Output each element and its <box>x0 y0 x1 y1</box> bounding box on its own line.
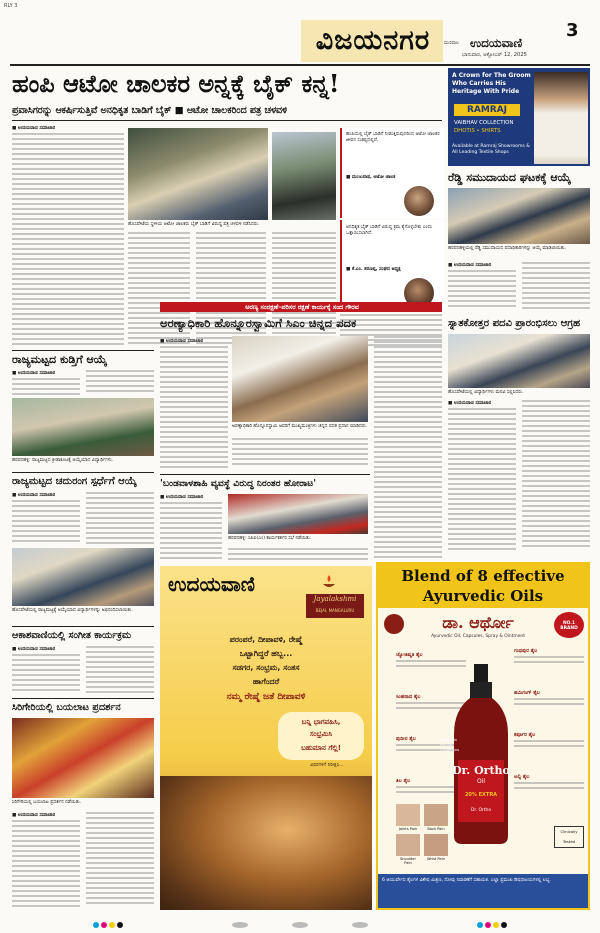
lead-photo-caption: ಹೊಸಪೇಟೆಯ ಸ್ಥಳೀಯ ಆಟೋ ಚಾಲಕರು ಬೈಕ್ ಬಾಡಿಗೆ ವಿರುದ್ಧ ಪತ್ರ ಚಳವಳಿ ನಡೆಸಿದರು. <box>128 222 260 227</box>
diya-icon <box>322 574 336 590</box>
left-story2-headline: ರಾಜ್ಯಮಟ್ಟದ ಚದುರಂಗ ಸ್ಪರ್ಧೆಗೆ ಆಯ್ಕೆ <box>12 476 137 487</box>
dr-ortho-oil-right-4-desc <box>514 782 584 794</box>
right-story1-byline: ■ ಉದಯವಾಣಿ ಸಮಾಚಾರ <box>448 263 492 268</box>
dr-ortho-ad[interactable] <box>376 562 590 910</box>
dr-ortho-oil-left-4: ತಿಲ ತೈಲ <box>396 778 411 784</box>
left-story3-byline: ■ ಉದಯವಾಣಿ ಸಮಾಚಾರ <box>12 647 56 652</box>
ramraj-products: DHOTIS • SHIRTS <box>454 128 501 134</box>
right-story1-body-b <box>522 262 590 310</box>
paper-name: ಉದಯವಾಣಿ <box>470 36 523 50</box>
center-story2-photo <box>228 494 368 534</box>
deepavali-footer: ವಿವರಗಳಿಗೆ ನಿರೀಕ್ಷಿಸಿ... <box>310 763 344 768</box>
center-story-headline: ಅರಣ್ಯಾಧಿಕಾರಿ ಹೊನ್ನೂರಸ್ವಾಮಿಗೆ ಸಿಎಂ ಚಿನ್ನದ ಪದಕ <box>160 316 357 330</box>
left-story4-body-a <box>12 820 80 908</box>
left-story4-caption: ಸಿರಿಗೇರಿಯಲ್ಲಿ ಬಯಲಾಟ ಪ್ರದರ್ಶನ ನಡೆಯಿತು. <box>12 800 82 805</box>
paper-small: ಮಣಿಪಾಲ <box>444 41 459 46</box>
dr-ortho-product-line: Ayurvedic Oil, Capsules, Spray & Ointment <box>431 634 525 639</box>
center-story-photo <box>232 336 368 422</box>
dr-ortho-oil-right-2: ಹಮಿಗಂಗ್ ತೈಲ <box>514 690 540 696</box>
dr-ortho-clinically: Clinically Tested <box>554 826 584 848</box>
deepavali-line3: ಸಡಗರ, ಸಂಭ್ರಮ, ಸಂತಸ <box>232 663 300 672</box>
lead-body-col1 <box>12 133 124 347</box>
dr-ortho-pain-2-label: Back Pain <box>427 827 445 831</box>
dr-ortho-bottle-sub: Oil <box>476 778 486 785</box>
dr-ortho-oil-left-2: ಸಿಂಹನಾದ ತೈಲ <box>396 694 421 700</box>
ramraj-availability: Available at Ramraj Showrooms & All Leading Textile Shops <box>452 144 530 155</box>
lead-pullquote-1: ಹಂಪಿಯಲ್ಲಿ ಬೈಕ್ ಬಾಡಿಗೆ ನೀಡುತ್ತಿರುವುದರಿಂದ ಆಟೋ ಚಾಲಕರ ಜೀವನ ಸಂಕಷ್ಟದಲ್ಲಿದೆ. <box>346 132 440 143</box>
dr-ortho-bottle-extra: 20% EXTRA <box>464 792 498 798</box>
page-number: 3 <box>566 20 579 41</box>
dr-ortho-oil-left-1: ಜ್ಯೋತಿಷ್ಮತಿ ತೈಲ <box>396 652 423 658</box>
deepavali-line4: ಹಾಗೆಂದರೆ <box>252 677 280 686</box>
left-story1-body-b <box>86 370 154 396</box>
ramraj-model-photo <box>534 72 588 164</box>
dr-ortho-badge-text: NO.1 BRAND <box>560 621 578 631</box>
date-line: ಭಾನುವಾರ, ಅಕ್ಟೋಬರ್ 12, 2025 <box>462 52 527 58</box>
center-story2-caption: ಹರಪನಹಳ್ಳಿ: ಸಿಪಿಐ(ಎಂ) ಕಾರ್ಯಕರ್ತರ ಸಭೆ ನಡೆಯಿತು. <box>228 536 312 541</box>
left-story2-body-a <box>12 500 80 546</box>
left-story1-headline: ರಾಜ್ಯಮಟ್ಟದ ಕುಡ್ತಿಗೆ ಆಯ್ಕೆ <box>12 353 108 366</box>
ramraj-tagline: A Crown for The Groom Who Carries His Heritage With Pride <box>452 72 531 95</box>
dr-ortho-oil-right-4: ಅಲ್ಸಿ ತೈಲ <box>514 774 530 780</box>
right-story2-headline: ಸ್ನಾತಕೋತ್ತರ ಪದವಿ ಪ್ರಾರಂಭಿಸಲು ಆಗ್ರಹ <box>448 318 581 329</box>
dr-ortho-bottle-label: Dr. Ortho <box>452 764 510 777</box>
right-story1-photo <box>448 188 590 244</box>
left-story2-photo <box>12 548 154 606</box>
left-col-rule-2 <box>12 472 154 473</box>
deepavali-line1: ಪರಂಪರೆ, ದೀಪಾವಳಿ, ರೇಷ್ಮೆ <box>229 635 303 644</box>
left-story4-byline: ■ ಉದಯವಾಣಿ ಸಮಾಚಾರ <box>12 813 56 818</box>
center-story2-byline: ■ ಉದಯವಾಣಿ ಸಮಾಚಾರ <box>160 495 204 500</box>
deepavali-offer1: ಬನ್ನಿ ಭಾಗವಹಿಸಿ, <box>301 718 341 726</box>
deepavali-ad-brand: ಉದಯವಾಣಿ <box>168 572 255 596</box>
deepavali-offer3: ಬಹುಮಾನ ಗೆಲ್ಲಿ! <box>301 744 341 752</box>
dr-ortho-pain-3 <box>396 834 420 856</box>
lead-pullquote-1-by: ■ ಮಂಜುನಾಥ, ಆಟೋ ಚಾಲಕ <box>346 175 396 180</box>
left-story4-photo <box>12 718 154 798</box>
left-col-rule-1 <box>12 350 154 351</box>
right-story1-caption: ಹರಪನಹಳ್ಳಿಯಲ್ಲಿ ರೆಡ್ಡಿ ಸಮುದಾಯದ ಪದಾಧಿಕಾರಿಗಳನ್ನು ಆಯ್ಕೆ ಮಾಡಲಾಯಿತು. <box>448 246 567 251</box>
dr-ortho-oil-right-3: ಕರ್ಪೂರ ತೈಲ <box>514 732 536 738</box>
lead-photo-2 <box>272 132 336 220</box>
dr-ortho-oil-left-3: ಪುದೀನ ತೈಲ <box>396 736 416 742</box>
left-story4-headline: ಸಿರಿಗೇರಿಯಲ್ಲಿ ಬಯಲಾಟ ಪ್ರದರ್ಶನ <box>12 702 121 713</box>
center-story-byline: ■ ಉದಯವಾಣಿ ಸಮಾಚಾರ <box>160 339 204 344</box>
dr-ortho-oil-right-1-desc <box>514 656 584 668</box>
lead-byline: ■ ಉದಯವಾಣಿ ಸಮಾಚಾರ <box>12 126 56 131</box>
lead-subhead-rule <box>12 120 442 121</box>
left-story1-photo <box>12 398 154 456</box>
left-col-rule-3 <box>12 626 154 627</box>
left-story3-headline: ಆಕಾಶವಾಣಿಯಲ್ಲಿ ಸಂಗೀತ ಕಾರ್ಯಕ್ರಮ <box>12 630 132 641</box>
ramraj-collection: VAIBHAV COLLECTION <box>454 120 514 126</box>
dr-ortho-pain-4-label: Wrist Pain <box>427 857 445 861</box>
edition-code: RLY 3 <box>4 3 18 9</box>
deepavali-hand-image <box>160 776 372 910</box>
deepavali-offer2: ಸಂಭ್ರಮಿಸಿ <box>309 730 333 738</box>
center-story2-body-b <box>228 548 368 562</box>
center-story-kicker: ಅರಣ್ಯ ಸಂರಕ್ಷಣೆ–ಪರಿಸರ ರಕ್ಷಣೆ ಕಾರ್ಯಕ್ಕೆ ಸಂದ ಗೌರವ <box>245 303 359 311</box>
right-story1-headline: ರೆಡ್ಡಿ ಸಮುದಾಯದ ಘಟಕಕ್ಕೆ ಆಯ್ಕೆ <box>448 171 571 184</box>
center-story2-body-a <box>160 502 222 562</box>
right-story2-body-b <box>522 400 590 552</box>
left-story2-byline: ■ ಉದಯವಾಣಿ ಸಮಾಚಾರ <box>12 493 56 498</box>
right-story2-byline: ■ ಉದಯವಾಣಿ ಸಮಾಚಾರ <box>448 401 492 406</box>
dr-ortho-pain-1-label: Joints Pain <box>398 827 418 831</box>
left-story2-caption: ಹೊಸಪೇಟೆಯಲ್ಲಿ ರಾಜ್ಯಮಟ್ಟಕ್ಕೆ ಆಯ್ಕೆಯಾದ ವಿದ್ಯಾರ್ಥಿಗಳನ್ನು ಅಭಿನಂದಿಸಲಾಯಿತು. <box>12 608 133 613</box>
left-story3-body-a <box>12 654 80 694</box>
dr-ortho-oil-right-1: ಗಂಧಪುರ ತೈಲ <box>514 648 538 654</box>
left-story1-body-a <box>12 378 80 396</box>
dr-ortho-helpful: Helpful in Painful Conditions <box>440 738 460 752</box>
dr-ortho-seal <box>384 614 404 634</box>
lead-subhead: ಪ್ರವಾಸಿಗರನ್ನು ಆಕರ್ಷಿಸುತ್ತಿವೆ ಅನಧಿಕೃತ ಬಾಡಿಗೆ ಬೈಕ್ ■ ಆಟೋ ಚಾಲಕರಿಂದ ಪತ್ರ ಚಳವಳಿ <box>12 105 288 116</box>
right-story1-body-a <box>448 270 516 310</box>
lead-pullquote-2-by: ■ ಕೆ.ಎಂ. ಶರಣಪ್ಪ, ಸಂಘದ ಅಧ್ಯಕ್ಷ <box>346 267 401 272</box>
section-title: ವಿಜಯನಗರ <box>315 25 431 56</box>
lead-pullquote-2: ಅನಧಿಕೃತ ಬೈಕ್ ಬಾಡಿಗೆ ವಿರುದ್ಧ ಕ್ರಮ ಕೈಗೊಳ್ಳಬೇಕು ಎಂದು ಒತ್ತಾಯಿಸಲಾಗಿದೆ. <box>346 225 433 236</box>
lead-pullquote-1-photo <box>404 186 434 216</box>
dr-ortho-oil-right-3-desc <box>514 740 584 752</box>
center-story-body-a <box>160 346 228 470</box>
center-story-body-c <box>374 336 442 562</box>
center-story-caption: ಅರಣ್ಯಾಧಿಕಾರಿ ಹೊನ್ನೂರಸ್ವಾಮಿ ಅವರಿಗೆ ಮುಖ್ಯಮಂತ್ರಿಗಳು ಚಿನ್ನದ ಪದಕ ಪ್ರದಾನ ಮಾಡಿದರು. <box>232 424 368 429</box>
left-story1-byline: ■ ಉದಯವಾಣಿ ಸಮಾಚಾರ <box>12 371 56 376</box>
deepavali-line2: ಒಟ್ಟಾಗಿದ್ದರೆ ಹಬ್ಬ... <box>239 649 293 658</box>
dr-ortho-footer: 6 ಆಯುರ್ವೇದ ತೈಲಗಳ ವಿಶೇಷ ಮಿಶ್ರಣ, ನೋವು ನಿವಾರಣೆಗೆ ಸಹಾಯಕ. ಎಲ್ಲಾ ಪ್ರಮುಖ ಔಷಧಾಲಯಗಳಲ್ಲಿ ಲಭ್ಯ. <box>382 878 551 883</box>
right-story2-photo <box>448 334 590 388</box>
dr-ortho-brand-small: Dr. Ortho <box>470 808 492 813</box>
deepavali-sponsor-city: BEJAI, MANGALURU <box>315 608 355 613</box>
print-registration-marks <box>90 914 510 922</box>
left-story2-body-b <box>86 492 154 546</box>
left-story4-body-b <box>86 812 154 908</box>
left-story1-caption: ಹರಪನಹಳ್ಳಿ: ರಾಜ್ಯಮಟ್ಟದ ಕ್ರೀಡಾಕೂಟಕ್ಕೆ ಆಯ್ಕೆಯಾದ ವಿದ್ಯಾರ್ಥಿಗಳು. <box>12 458 114 463</box>
center-story2-headline: 'ಬಂಡವಾಳಶಾಹಿ ವ್ಯವಸ್ಥೆ ವಿರುದ್ಧ ನಿರಂತರ ಹೋರಾಟ' <box>160 478 317 489</box>
right-story2-body-a <box>448 408 516 552</box>
deepavali-line5: ನಮ್ಮ ರೇಷ್ಮೆ ಜತೆ ದೀಪಾವಳಿ <box>226 692 306 702</box>
header-rule <box>10 64 590 66</box>
dr-ortho-headline: Blend of 8 effective Ayurvedic Oils <box>401 567 565 605</box>
dr-ortho-pain-4 <box>424 834 448 856</box>
deepavali-ad[interactable] <box>160 566 372 910</box>
lead-photo-1 <box>128 128 268 220</box>
left-story3-body-b <box>86 646 154 694</box>
dr-ortho-pain-2 <box>424 804 448 826</box>
right-story2-caption: ಹೊಸಪೇಟೆಯಲ್ಲಿ ವಿದ್ಯಾರ್ಥಿಗಳು ಮನವಿ ಸಲ್ಲಿಸಿದರು. <box>448 390 524 395</box>
ramraj-ad[interactable] <box>448 68 590 166</box>
center-story2-rule <box>160 474 370 475</box>
deepavali-sponsor: Jayalakshmi <box>313 595 357 603</box>
dr-ortho-brand-kn: ಡಾ. ಆರ್ಥೋ <box>442 613 514 632</box>
center-story-body-b <box>232 438 368 470</box>
left-col-rule-4 <box>12 698 154 699</box>
dr-ortho-bottle <box>450 664 512 844</box>
dr-ortho-pain-3-label: Shoulder Pain <box>399 857 416 865</box>
ramraj-logo: RAMRAJ <box>454 104 520 116</box>
lead-headline: ಹಂಪಿ ಆಟೋ ಚಾಲಕರ ಅನ್ನಕ್ಕೆ ಬೈಕ್ ಕನ್ನ! <box>12 69 340 98</box>
dr-ortho-oil-right-2-desc <box>514 698 584 710</box>
dr-ortho-pain-1 <box>396 804 420 826</box>
